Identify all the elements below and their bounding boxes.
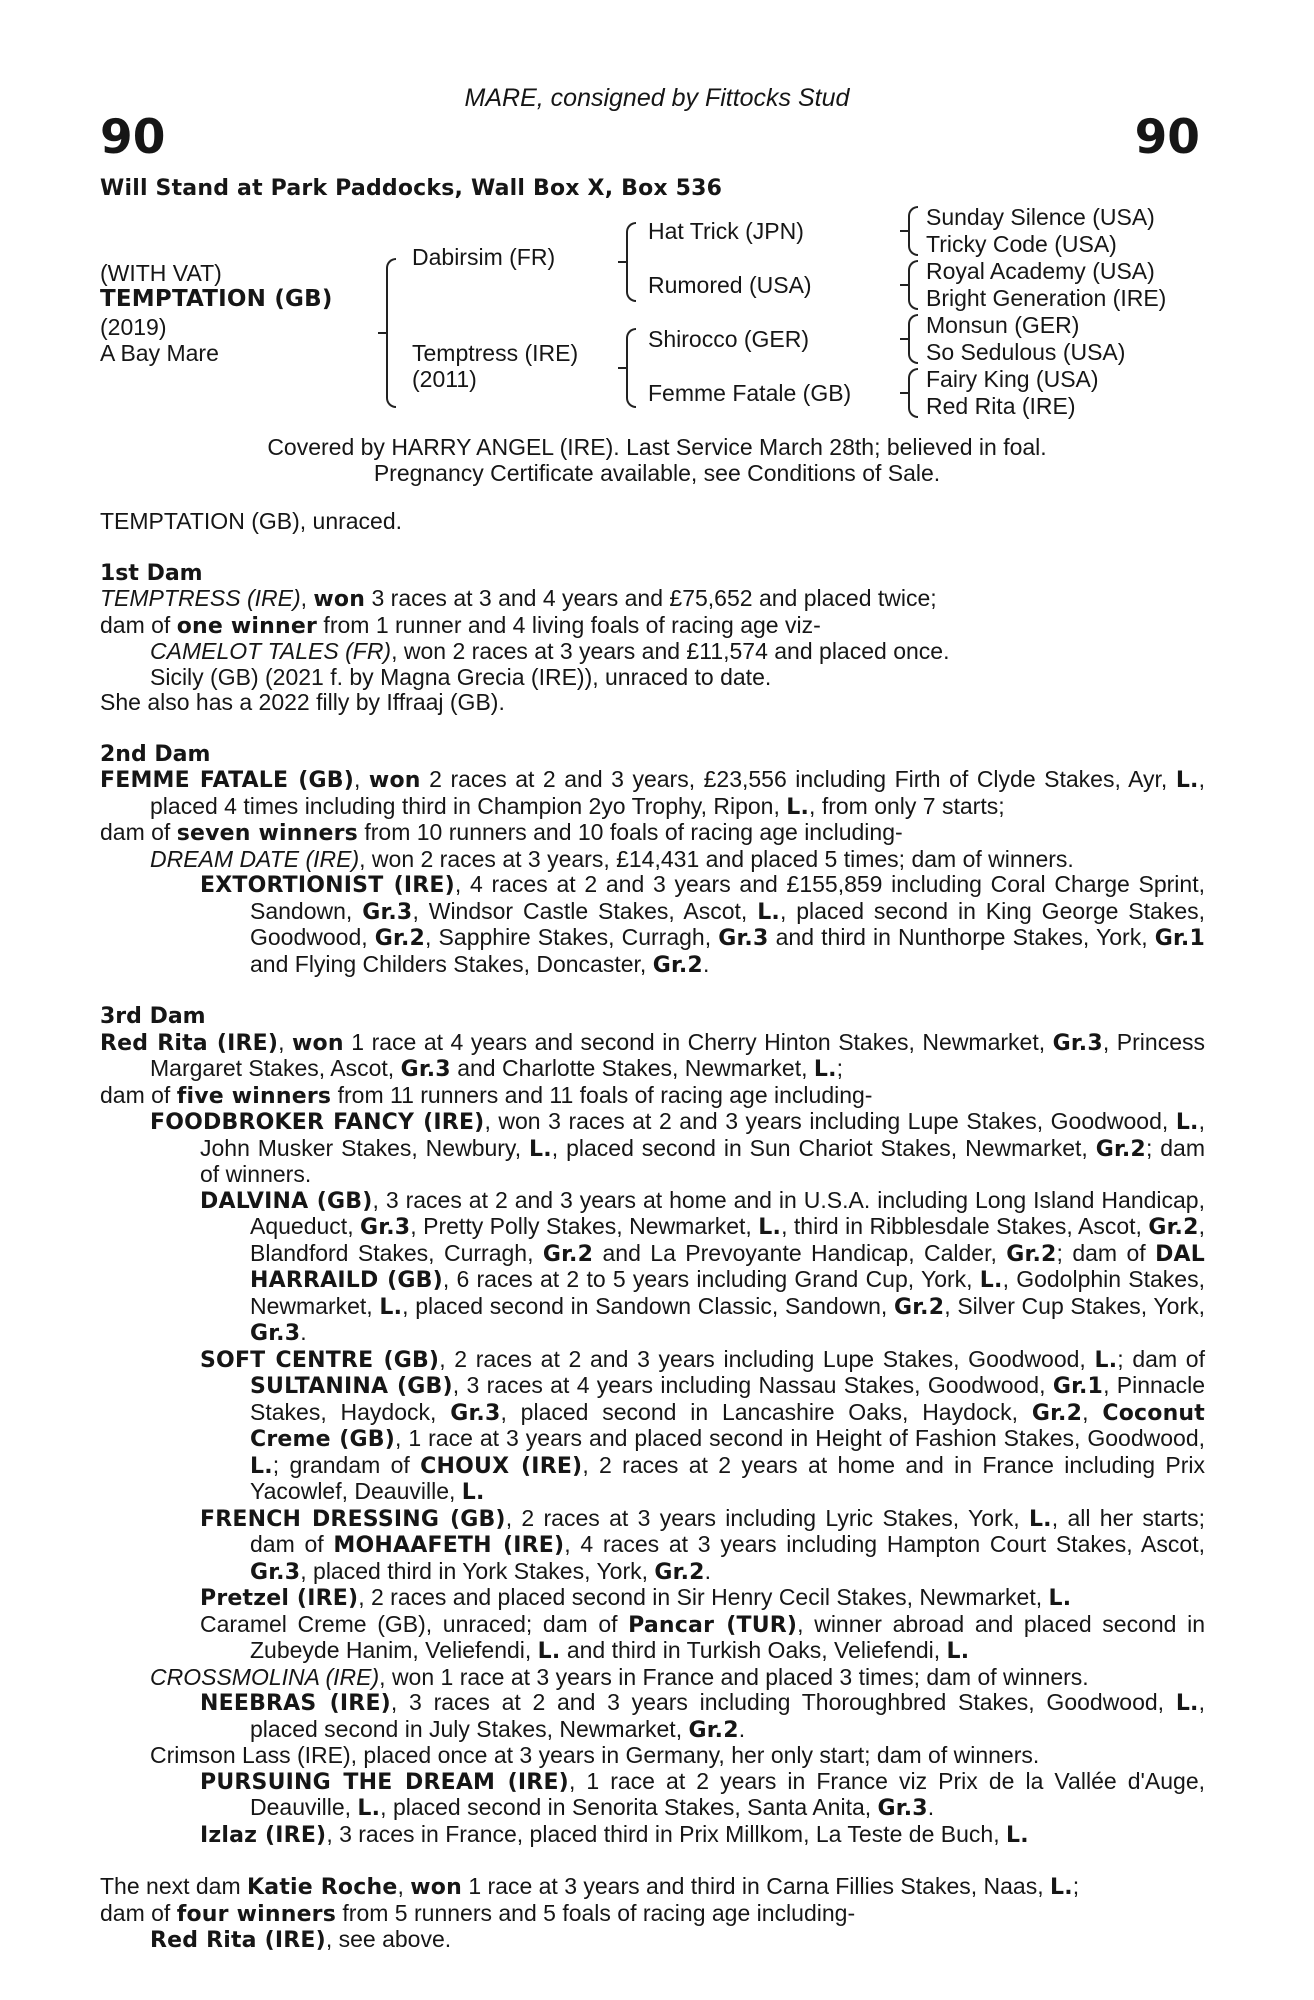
record-text: , 2 races at 3 years including Lyric Stakes, York, <box>505 1504 1029 1531</box>
ancestor-1: Sunday Silence (USA) <box>926 204 1155 230</box>
record-text: , 3 races at 4 years including Nassau Stakes, Goodwood, <box>452 1372 1053 1398</box>
second-dam-section <box>100 742 1205 979</box>
listed-label: L. <box>1175 768 1199 793</box>
record-text: , 2 races at 2 and 3 years including Lupe Stakes, Goodwood, <box>439 1345 1095 1372</box>
next-dam-section <box>100 1874 1205 1954</box>
sire-sire: Hat Trick (JPN) <box>648 218 804 244</box>
produce-soft-centre <box>100 1347 1205 1506</box>
record-text: , John Musker Stakes, Newbury, <box>200 1108 1205 1161</box>
record-text: , placed second in Lancashire Oaks, Haydock, <box>500 1398 1032 1425</box>
record-text: and La Prevoyante Handicap, Calder, <box>593 1239 1007 1266</box>
listed-label: L. <box>250 1453 273 1479</box>
listed-label: L. <box>979 1268 1003 1293</box>
listed-label: L. <box>1175 1110 1199 1135</box>
record-text: , all her starts; dam of <box>250 1504 1205 1557</box>
listed-label: L. <box>813 1057 837 1082</box>
pedigree-brace-g4 <box>908 368 918 418</box>
record-text: , placed second in King George Stakes, Goodwood, <box>250 897 1205 950</box>
listed-label: L. <box>1094 1347 1118 1373</box>
listed-label: L. <box>758 1215 782 1240</box>
grade-label: Gr.2 <box>542 1241 594 1267</box>
horse-name: EXTORTIONIST (IRE) <box>200 873 455 898</box>
record-text: , 1 race at 3 years and placed second in Height of Fashion Stakes, Goodwood, <box>394 1425 1206 1451</box>
record-text: ; dam of <box>1056 1239 1156 1266</box>
horse-name: Pancar (TUR) <box>628 1612 798 1638</box>
record-text: ; <box>836 1055 844 1081</box>
produce-french-dressing <box>100 1506 1205 1586</box>
horse-name: Pretzel (IRE) <box>200 1586 359 1611</box>
horse-name: Red Rita (IRE) <box>150 1928 326 1953</box>
record-text: , won 1 race at 3 years in France and placed 3 times; dam of winners. <box>379 1663 1089 1690</box>
grade-label: Gr.3 <box>450 1400 501 1426</box>
grade-label: Gr.2 <box>688 1717 739 1743</box>
horse-name: Izlaz (IRE) <box>200 1822 327 1848</box>
produce-camelot-tales <box>100 639 1205 665</box>
grade-label: Gr.3 <box>360 1215 411 1240</box>
record-text: from 1 runner and 4 living foals of racing age viz- <box>317 611 821 638</box>
produce-extortionist <box>100 872 1205 978</box>
grade-label: Gr.3 <box>1052 1030 1103 1056</box>
record-text: , third in Ribblesdale Stakes, Ascot, <box>781 1213 1149 1239</box>
produce-dalvina <box>100 1188 1205 1347</box>
horse-name: SULTANINA (GB) <box>250 1374 453 1399</box>
ancestor-7: Fairy King (USA) <box>926 366 1099 392</box>
produce-sicily: Sicily (GB) (2021 f. by Magna Grecia (IRE)), unraced to date. <box>150 663 772 690</box>
first-dam-section <box>100 561 1205 716</box>
produce-2022-filly: She also has a 2022 filly by Iffraaj (GB). <box>100 689 505 715</box>
listed-label: L. <box>757 899 780 925</box>
record-text: , Princess Margaret Stakes, Ascot, <box>150 1028 1205 1081</box>
grade-label: Gr.2 <box>652 952 703 978</box>
record-text: and Flying Childers Stakes, Doncaster, <box>250 950 653 977</box>
record-text: and third in Turkish Oaks, Veliefendi, <box>560 1637 947 1663</box>
dam-of-label: dam of <box>100 1081 177 1108</box>
lot-number-left: 90 <box>100 110 166 165</box>
catalogue-body <box>100 509 1205 1954</box>
horse-name: FRENCH DRESSING (GB) <box>200 1506 506 1532</box>
third-dam-section <box>100 1004 1205 1848</box>
record-text: , Blandford Stakes, Curragh, <box>250 1213 1205 1266</box>
record-text: , winner abroad and placed second in Zubeyde Hanim, Veliefendi, <box>250 1610 1205 1663</box>
ancestor-5: Monsun (GER) <box>926 312 1080 338</box>
produce-crimson-lass: Crimson Lass (IRE), placed once at 3 years in Germany, her only start; dam of winners. <box>150 1742 1040 1768</box>
record-text: , placed 4 times including third in Champion 2yo Trophy, Ripon, <box>150 766 1206 819</box>
grade-label: Gr.2 <box>894 1294 945 1320</box>
record-text: , from only 7 starts; <box>809 792 1005 819</box>
horse-name: PURSUING THE DREAM (IRE) <box>200 1769 569 1795</box>
horse-name: TEMPTATION (GB) <box>100 286 333 312</box>
horse-name: MOHAAFETH (IRE) <box>333 1533 565 1558</box>
horse-name: CROSSMOLINA (IRE) <box>150 1663 380 1690</box>
record-text: from 11 runners and 11 foals of racing age including- <box>331 1081 873 1108</box>
grade-label: Gr.2 <box>1148 1215 1199 1240</box>
horse-name: Coconut Creme (GB) <box>250 1400 1206 1452</box>
listed-label: L. <box>357 1796 381 1821</box>
record-text: , Sapphire Stakes, Curragh, <box>425 924 719 950</box>
record-text: , 4 races at 2 and 3 years and £155,859 including Coral Charge Sprint, Sandown, <box>250 871 1205 924</box>
dam-sire: Shirocco (GER) <box>648 326 810 352</box>
grade-label: Gr.3 <box>362 899 413 925</box>
second-dam-name: FEMME FATALE (GB) <box>100 768 354 793</box>
record-text: , 2 races and placed second in Sir Henry Cecil Stakes, Newmarket, <box>358 1584 1049 1610</box>
third-dam-record: Red Rita (IRE), won 1 race at 4 years and second in Cherry Hinton Stakes, Newmarket, Gr.3, Princess Margaret Stakes, Ascot, Gr.3 and Charlotte Stakes, Newmarket, L.; <box>100 1028 1205 1082</box>
record-text: , placed third in York Stakes, York, <box>300 1557 655 1584</box>
record-text: , won 2 races at 3 years and £11,574 and placed once. <box>391 638 950 664</box>
record-text: , see above. <box>325 1926 452 1952</box>
record-text: , <box>1082 1398 1103 1425</box>
record-text: , Pretty Polly Stakes, Newmarket, <box>410 1213 759 1239</box>
dam-year: (2011) <box>412 366 477 392</box>
grade-label: Gr.3 <box>877 1796 928 1821</box>
first-dam-record: TEMPTRESS (IRE), won 3 races at 3 and 4 years and £75,652 and placed twice; <box>100 585 937 612</box>
record-text: , placed second in July Stakes, Newmarket, <box>250 1689 1205 1742</box>
record-text: . <box>927 1794 935 1820</box>
horse-description: A Bay Mare <box>100 340 219 366</box>
record-text: . <box>738 1715 746 1742</box>
listed-label: L. <box>461 1480 485 1505</box>
record-text: , placed second in Senorita Stakes, Santa Anita, <box>380 1794 878 1820</box>
record-text: ; dam of winners. <box>200 1134 1205 1187</box>
record-text: , 3 races at 2 and 3 years at home and in U.S.A. including Long Island Handicap, Aqueduct, <box>250 1186 1205 1239</box>
covered-notice <box>0 435 1314 486</box>
covered-line-1: Covered by HARRY ANGEL (IRE). Last Service March 28th; believed in foal. <box>267 434 1047 460</box>
dam-of-label: dam of <box>100 1899 177 1926</box>
record-text: . <box>704 1557 712 1584</box>
record-text: , 6 races at 2 to 5 years including Grand Cup, York, <box>442 1266 980 1292</box>
record-text: , 3 races in France, placed third in Prix Millkom, La Teste de Buch, <box>326 1820 1006 1847</box>
ancestor-3: Royal Academy (USA) <box>926 258 1155 284</box>
first-dam-name: TEMPTRESS (IRE) <box>100 585 301 611</box>
horse-name: DAL HARRAILD (GB) <box>250 1241 1205 1293</box>
record-text: ; <box>1072 1873 1080 1899</box>
dam-of-label: dam of <box>100 819 177 845</box>
won-label: won <box>313 587 366 612</box>
grade-label: Gr.1 <box>1052 1374 1104 1399</box>
grade-label: Gr.2 <box>1031 1400 1083 1426</box>
record-text: , 1 race at 2 years in France viz Prix de la Vallée d'Auge, Deauville, <box>250 1767 1205 1820</box>
horse-year: (2019) <box>100 314 167 340</box>
record-text: , 3 races at 2 and 3 years including Thoroughbred Stakes, Goodwood, <box>390 1689 1176 1715</box>
winners-count: seven winners <box>176 821 358 846</box>
pedigree-brace-g1 <box>908 206 918 256</box>
third-dam-heading: 3rd Dam <box>100 1004 206 1029</box>
record-text: and Charlotte Stakes, Newmarket, <box>450 1055 814 1081</box>
next-dam-record: The next dam Katie Roche, won 1 race at 3 years and third in Carna Fillies Stakes, Naas, L.; <box>100 1873 1080 1900</box>
pedigree-brace-g2 <box>908 260 918 310</box>
horse-name: DREAM DATE (IRE) <box>150 845 360 872</box>
grade-label: Gr.3 <box>400 1057 451 1082</box>
horse-name: CHOUX (IRE) <box>420 1453 583 1479</box>
record-text: , placed second in Sun Chariot Stakes, Newmarket, <box>551 1134 1096 1161</box>
record-text: . <box>300 1319 307 1345</box>
horse-name: NEEBRAS (IRE) <box>200 1691 391 1716</box>
grade-label: Gr.3 <box>250 1559 301 1585</box>
record-text: , Silver Cup Stakes, York, <box>944 1292 1205 1319</box>
record-text: , 4 races at 3 years including Hampton Court Stakes, Ascot, <box>564 1531 1205 1557</box>
next-dam-name: Katie Roche <box>247 1875 398 1900</box>
dam-name: Temptress (IRE) <box>412 340 579 366</box>
dam-dam: Femme Fatale (GB) <box>648 380 852 406</box>
pedigree-brace-g3 <box>908 314 918 364</box>
vat-label: (WITH VAT) <box>100 260 222 286</box>
listed-label: L. <box>1048 1586 1072 1611</box>
horse-name: SOFT CENTRE (GB) <box>200 1347 440 1373</box>
record-text: , Godolphin Stakes, Newmarket, <box>250 1266 1205 1319</box>
pedigree-brace-main <box>386 258 396 408</box>
record-text: , Pinnacle Stakes, Haydock, <box>250 1372 1206 1425</box>
produce-foodbroker-fancy <box>100 1109 1205 1188</box>
grade-label: Gr.1 <box>1154 926 1205 951</box>
listed-label: L. <box>379 1294 403 1320</box>
listed-label: L. <box>1005 1822 1029 1848</box>
produce-pretzel <box>100 1585 1205 1612</box>
horse-name: DALVINA (GB) <box>200 1188 373 1214</box>
lot-number-right: 90 <box>1134 110 1200 165</box>
produce-neebras <box>100 1690 1205 1743</box>
pedigree-brace-dam <box>626 328 636 408</box>
grade-label: Gr.2 <box>654 1559 705 1585</box>
covered-line-2: Pregnancy Certificate available, see Conditions of Sale. <box>373 459 941 486</box>
intro-line: TEMPTATION (GB), unraced. <box>100 508 403 534</box>
dam-of-label: dam of <box>100 611 177 638</box>
record-text: ; dam of <box>1117 1345 1205 1372</box>
record-text: , placed second in Sandown Classic, Sandown, <box>402 1292 894 1319</box>
horse-name: CAMELOT TALES (FR) <box>150 638 392 664</box>
sire-name: Dabirsim (FR) <box>412 244 556 270</box>
record-text: . <box>702 950 710 977</box>
grade-label: Gr.2 <box>374 926 426 951</box>
record-text: from 10 runners and 10 foals of racing age including- <box>357 819 903 845</box>
winners-count: one winner <box>176 613 318 639</box>
listed-label: L. <box>1028 1506 1052 1532</box>
first-dam-heading: 1st Dam <box>100 560 203 586</box>
listed-label: L. <box>537 1639 561 1664</box>
listed-label: L. <box>946 1639 970 1664</box>
winners-count: four winners <box>176 1901 337 1927</box>
produce-caramel-creme <box>100 1612 1205 1665</box>
record-text: 3 races at 3 and 4 years and £75,652 and placed twice; <box>365 585 937 611</box>
record-text: , Windsor Castle Stakes, Ascot, <box>412 897 758 924</box>
grade-label: Gr.2 <box>1006 1241 1057 1267</box>
third-dam-name: Red Rita (IRE) <box>100 1030 279 1056</box>
second-dam-record: FEMME FATALE (GB), won 2 races at 2 and 3 years, £23,556 including Firth of Clyde Stakes, Ayr, L., placed 4 times including third in Champion 2yo Trophy, Ripon, L., from only 7 starts; <box>100 766 1206 820</box>
horse-name: FOODBROKER FANCY (IRE) <box>150 1110 485 1135</box>
won-label: won <box>292 1030 344 1056</box>
grade-label: Gr.3 <box>718 926 769 951</box>
record-text: 2 races at 2 and 3 years, £23,556 including Firth of Clyde Stakes, Ayr, <box>420 766 1176 792</box>
grade-label: Gr.3 <box>250 1321 301 1346</box>
ancestor-8: Red Rita (IRE) <box>926 393 1076 419</box>
listed-label: L. <box>1175 1691 1199 1716</box>
won-label: won <box>410 1875 462 1900</box>
pedigree-brace-sire <box>626 222 636 302</box>
second-dam-heading: 2nd Dam <box>100 741 211 767</box>
first-dam-produce <box>100 613 1205 640</box>
consignment-line: MARE, consigned by Fittocks Stud <box>464 84 850 112</box>
winners-count: five winners <box>176 1083 332 1109</box>
record-text: and third in Nunthorpe Stakes, York, <box>768 924 1155 950</box>
produce-dream-date <box>100 847 1205 873</box>
ancestor-2: Tricky Code (USA) <box>926 231 1117 257</box>
record-text: 1 race at 3 years and third in Carna Fillies Stakes, Naas, <box>461 1873 1050 1899</box>
ancestor-6: So Sedulous (USA) <box>926 339 1126 365</box>
record-text: The next dam <box>100 1873 248 1899</box>
listed-label: L. <box>786 794 810 820</box>
grade-label: Gr.2 <box>1095 1136 1146 1162</box>
produce-izlaz <box>100 1822 1205 1849</box>
produce-pursuing-the-dream <box>100 1769 1205 1822</box>
record-text: 1 race at 4 years and second in Cherry Hinton Stakes, Newmarket, <box>343 1028 1053 1055</box>
next-dam-produce <box>100 1901 1205 1928</box>
sire-dam: Rumored (USA) <box>648 272 812 298</box>
record-text: Caramel Creme (GB), unraced; dam of <box>200 1610 629 1637</box>
record-text: from 5 runners and 5 foals of racing age including- <box>336 1899 856 1926</box>
produce-crossmolina <box>100 1665 1205 1691</box>
record-text: ; grandam of <box>272 1451 421 1478</box>
won-label: won <box>368 768 421 793</box>
produce-red-rita <box>100 1927 1205 1954</box>
stand-location: Will Stand at Park Paddocks, Wall Box X, Box 536 <box>100 176 723 201</box>
second-dam-produce <box>100 820 1205 847</box>
record-text: , 2 races at 2 years at home and in France including Prix Yacowlef, Deauville, <box>250 1451 1205 1504</box>
listed-label: L. <box>529 1136 552 1162</box>
record-text: , won 3 races at 2 and 3 years including Lupe Stakes, Goodwood, <box>484 1108 1176 1134</box>
record-text: , won 2 races at 3 years, £14,431 and placed 5 times; dam of winners. <box>359 845 1074 872</box>
ancestor-4: Bright Generation (IRE) <box>926 285 1167 311</box>
listed-label: L. <box>1050 1875 1073 1900</box>
third-dam-produce <box>100 1083 1205 1110</box>
